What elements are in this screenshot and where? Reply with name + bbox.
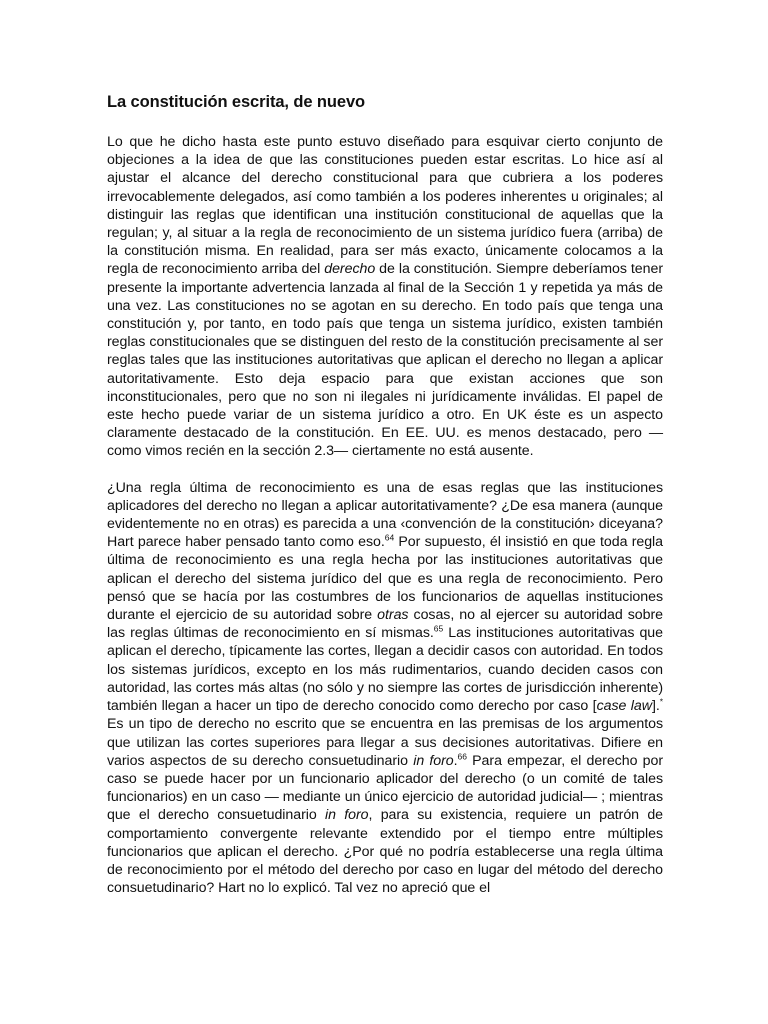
paragraph — [107, 479, 663, 898]
text-run: Lo que he dicho hasta este punto estuvo diseñado para esquivar cierto conjunto de objeciones a la idea de que las constituciones pueden estar escritas. Lo hice así al ajustar el alcance del derecho constitucional para que cubriera a los poderes irrevocablemente delegados, así como también a los poderes inherentes u originales; al distinguir las reglas que identifican una institución constitucional de aquellas que la regulan; y, al situar a la regla de reconocimiento de un sistema jurídico fuera (arriba) de la constitución misma. En realidad, para ser más exacto, únicamente colocamos a la regla de reconocimiento arriba del — [107, 134, 663, 278]
paragraph — [107, 133, 663, 461]
text-run: cosas, no al ejercer su autoridad sobre las reglas últimas de reconocimiento en sí mismas. — [107, 607, 663, 642]
body-text — [107, 133, 663, 897]
footnote-marker: 66 — [457, 750, 467, 761]
text-run: ¿Una regla última de reconocimiento es una de esas reglas que las instituciones aplicadores del derecho no llegan a aplicar autoritativamente? ¿De esa manera (aunque evidentemente no en otras) es parecida a una ‹convención de la constitución› diceyana? Hart parece haber pensado tanto como eso. — [107, 479, 663, 551]
text-run: Las instituciones autoritativas que aplican el derecho, típicamente las cortes, llegan a decidir casos con autoridad. En todos los sistemas jurídicos, excepto en los más rudimentarios, cuando deciden casos con autoridad, las cortes más altas (no sólo y no siempre las cortes de jurisdicción inherente) también llegan a hacer un tipo de derecho conocido como derecho por caso [ — [107, 625, 663, 715]
text-run: Por supuesto, él insistió en que toda regla última de reconocimiento es una regla hecha por las instituciones autoritativas que aplican el derecho del sistema jurídico del que es una regla de reconocimiento. Pero pensó que se hacía por las costumbres de los funcionarios de aquellas instituciones durante el ejercicio de su autoridad sobre — [107, 534, 663, 624]
text-run: Es un tipo de derecho no escrito que se encuentra en las premisas de los argumentos que utilizan las cortes superiores para llegar a sus decisiones autoritativas. Difiere en varios aspectos de su derecho consuetudinario — [107, 716, 663, 769]
document-page — [107, 92, 663, 915]
italic-text: in foro — [325, 807, 369, 824]
italic-text: case law — [596, 698, 652, 715]
italic-text: in foro — [413, 752, 454, 769]
section-heading: La constitución escrita, de nuevo — [107, 93, 366, 111]
footnote-marker: 64 — [384, 532, 395, 543]
text-run: Para empezar, el derecho por caso se puede hacer por un funcionario aplicador del derecho (o un comité de tales funcionarios) en un caso — mediante un único ejercicio de autoridad judicial— ; mientras que el derecho consuetudinario — [107, 752, 663, 824]
italic-text: derecho — [324, 261, 376, 278]
italic-text: otras — [377, 607, 409, 624]
text-run: ]. — [651, 698, 660, 715]
text-run: , para su existencia, requiere un patrón de comportamiento convergente relevante extendido por el tiempo entre múltiples funcionarios que aplican el derecho. ¿Por qué no podría establecerse una regla última de reconocimiento por el método del derecho por caso en lugar del método del derecho consuetudinario? Hart no lo explicó. Tal vez no apreció que el — [107, 807, 664, 897]
footnote-marker: * — [659, 696, 663, 707]
text-run: . — [453, 752, 458, 769]
text-run: de la constitución. Siempre deberíamos tener presente la importante advertencia lanzada al final de la Sección 1 y repetida ya más de una vez. Las constituciones no se agotan en su derecho. En todo país que tenga una constitución y, por tanto, en todo país que tenga un sistema jurídico, existen también reglas constitucionales que se distinguen del resto de la constitución precisamente al ser reglas tales que las instituciones autoritativas que aplican el derecho no llegan a aplicar autoritativamente. Esto deja espacio para que existan acciones que son inconstitucionales, pero que no son ni ilegales ni jurídicamente inválidas. El papel de este hecho puede variar de un sistema jurídico a otro. En UK éste es un aspecto claramente destacado de la constitución. En EE. UU. es menos destacado, pero — como vimos recién en la sección 2.3— ciertamente no está ausente. — [107, 261, 663, 460]
footnote-marker: 65 — [433, 623, 444, 634]
